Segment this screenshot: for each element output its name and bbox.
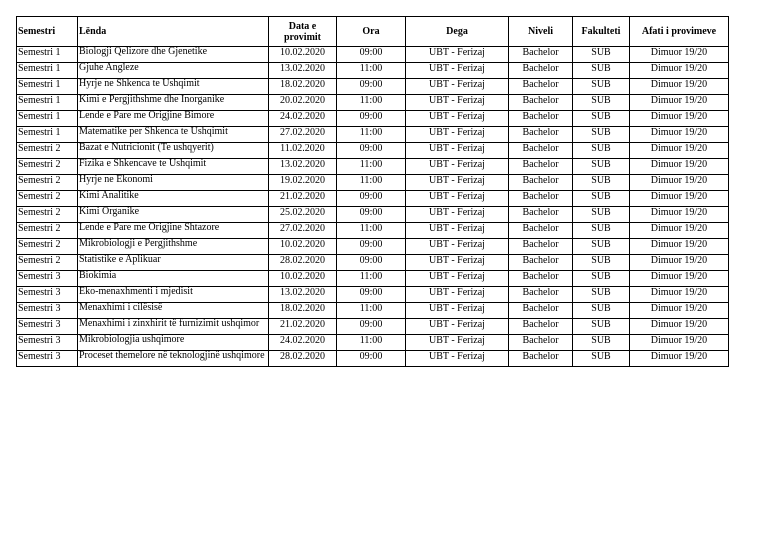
cell-subject	[78, 223, 269, 239]
cell-exam-date: 28.02.2020	[269, 255, 337, 271]
cell-time: 09:00	[337, 47, 406, 63]
cell-exam-deadline: Dimuor 19/20	[630, 143, 729, 159]
table-row	[17, 191, 729, 207]
cell-branch: UBT - Ferizaj	[406, 207, 509, 223]
cell-exam-date: 18.02.2020	[269, 79, 337, 95]
cell-subject	[78, 47, 269, 63]
cell-subject	[78, 143, 269, 159]
table-row	[17, 127, 729, 143]
cell-time: 11:00	[337, 271, 406, 287]
cell-faculty: SUB	[573, 63, 630, 79]
cell-semester: Semestri 1	[17, 127, 78, 143]
cell-subject	[78, 127, 269, 143]
cell-time: 09:00	[337, 319, 406, 335]
cell-level: Bachelor	[509, 175, 573, 191]
cell-faculty: SUB	[573, 47, 630, 63]
cell-branch: UBT - Ferizaj	[406, 239, 509, 255]
cell-level: Bachelor	[509, 239, 573, 255]
cell-level: Bachelor	[509, 287, 573, 303]
cell-exam-deadline: Dimuor 19/20	[630, 207, 729, 223]
cell-exam-date: 24.02.2020	[269, 111, 337, 127]
cell-exam-deadline: Dimuor 19/20	[630, 351, 729, 367]
cell-time: 11:00	[337, 63, 406, 79]
cell-semester: Semestri 2	[17, 159, 78, 175]
cell-semester: Semestri 2	[17, 223, 78, 239]
cell-faculty: SUB	[573, 335, 630, 351]
cell-level: Bachelor	[509, 159, 573, 175]
table-row	[17, 207, 729, 223]
cell-time: 11:00	[337, 127, 406, 143]
cell-branch: UBT - Ferizaj	[406, 79, 509, 95]
subject-text: Biologji Qelizore dhe Gjenetike	[79, 46, 208, 57]
cell-faculty: SUB	[573, 175, 630, 191]
cell-level: Bachelor	[509, 63, 573, 79]
cell-exam-deadline: Dimuor 19/20	[630, 335, 729, 351]
cell-exam-date: 10.02.2020	[269, 239, 337, 255]
table-row	[17, 79, 729, 95]
cell-exam-date: 21.02.2020	[269, 319, 337, 335]
subject-text: Matematike per Shkenca te Ushqimit	[79, 126, 228, 137]
subject-text: Biokimia	[79, 270, 117, 281]
subject-text: Statistike e Aplikuar	[79, 254, 161, 265]
cell-exam-deadline: Dimuor 19/20	[630, 175, 729, 191]
subject-text: Mikrobiologjia ushqimore	[79, 334, 185, 345]
cell-subject	[78, 319, 269, 335]
cell-level: Bachelor	[509, 223, 573, 239]
cell-time: 09:00	[337, 351, 406, 367]
cell-exam-deadline: Dimuor 19/20	[630, 95, 729, 111]
cell-exam-deadline: Dimuor 19/20	[630, 255, 729, 271]
header-subject: Lënda	[78, 17, 269, 47]
cell-exam-deadline: Dimuor 19/20	[630, 127, 729, 143]
cell-exam-deadline: Dimuor 19/20	[630, 319, 729, 335]
cell-branch: UBT - Ferizaj	[406, 255, 509, 271]
cell-exam-deadline: Dimuor 19/20	[630, 63, 729, 79]
table-row	[17, 351, 729, 367]
cell-branch: UBT - Ferizaj	[406, 335, 509, 351]
subject-text: Bazat e Nutricionit (Te ushqyerit)	[79, 142, 214, 153]
cell-exam-date: 27.02.2020	[269, 223, 337, 239]
table-row	[17, 255, 729, 271]
cell-branch: UBT - Ferizaj	[406, 111, 509, 127]
cell-exam-deadline: Dimuor 19/20	[630, 223, 729, 239]
header-semester: Semestri	[17, 17, 78, 47]
cell-branch: UBT - Ferizaj	[406, 143, 509, 159]
cell-semester: Semestri 2	[17, 239, 78, 255]
header-faculty: Fakulteti	[573, 17, 630, 47]
cell-faculty: SUB	[573, 111, 630, 127]
subject-text: Hyrje ne Shkenca te Ushqimit	[79, 78, 200, 89]
cell-exam-deadline: Dimuor 19/20	[630, 47, 729, 63]
cell-branch: UBT - Ferizaj	[406, 175, 509, 191]
cell-branch: UBT - Ferizaj	[406, 319, 509, 335]
cell-faculty: SUB	[573, 191, 630, 207]
cell-faculty: SUB	[573, 303, 630, 319]
table-row	[17, 335, 729, 351]
table-row	[17, 271, 729, 287]
header-exam-date: Data e provimit	[269, 17, 337, 47]
cell-level: Bachelor	[509, 143, 573, 159]
table-row	[17, 223, 729, 239]
cell-exam-date: 13.02.2020	[269, 159, 337, 175]
cell-exam-date: 11.02.2020	[269, 143, 337, 159]
cell-branch: UBT - Ferizaj	[406, 95, 509, 111]
cell-exam-deadline: Dimuor 19/20	[630, 111, 729, 127]
cell-subject	[78, 239, 269, 255]
cell-semester: Semestri 3	[17, 287, 78, 303]
cell-semester: Semestri 2	[17, 191, 78, 207]
cell-subject	[78, 191, 269, 207]
cell-branch: UBT - Ferizaj	[406, 191, 509, 207]
subject-text: Lende e Pare me Origjine Shtazore	[79, 222, 220, 233]
cell-level: Bachelor	[509, 111, 573, 127]
cell-level: Bachelor	[509, 303, 573, 319]
subject-text: Gjuhe Angleze	[79, 62, 139, 73]
cell-level: Bachelor	[509, 47, 573, 63]
cell-time: 09:00	[337, 191, 406, 207]
table-row	[17, 287, 729, 303]
cell-branch: UBT - Ferizaj	[406, 271, 509, 287]
cell-exam-deadline: Dimuor 19/20	[630, 239, 729, 255]
cell-exam-deadline: Dimuor 19/20	[630, 303, 729, 319]
header-exam-deadline: Afati i provimeve	[630, 17, 729, 47]
cell-semester: Semestri 2	[17, 207, 78, 223]
cell-subject	[78, 255, 269, 271]
subject-text: Eko-menaxhmenti i mjedisit	[79, 286, 193, 297]
subject-text: Menaxhimi i zinxhirit të furnizimit ushqimor	[79, 318, 260, 329]
cell-exam-deadline: Dimuor 19/20	[630, 79, 729, 95]
subject-text: Menaxhimi i cilësisë	[79, 302, 163, 313]
cell-semester: Semestri 3	[17, 271, 78, 287]
cell-semester: Semestri 1	[17, 63, 78, 79]
cell-exam-date: 18.02.2020	[269, 303, 337, 319]
cell-time: 11:00	[337, 335, 406, 351]
subject-text: Hyrje ne Ekonomi	[79, 174, 153, 185]
cell-branch: UBT - Ferizaj	[406, 351, 509, 367]
cell-level: Bachelor	[509, 335, 573, 351]
cell-exam-date: 27.02.2020	[269, 127, 337, 143]
table-header-row	[17, 17, 729, 47]
cell-subject	[78, 63, 269, 79]
cell-level: Bachelor	[509, 127, 573, 143]
cell-branch: UBT - Ferizaj	[406, 47, 509, 63]
cell-subject	[78, 79, 269, 95]
cell-exam-deadline: Dimuor 19/20	[630, 271, 729, 287]
cell-time: 09:00	[337, 79, 406, 95]
cell-time: 09:00	[337, 287, 406, 303]
cell-level: Bachelor	[509, 255, 573, 271]
cell-time: 11:00	[337, 223, 406, 239]
cell-semester: Semestri 2	[17, 175, 78, 191]
cell-exam-deadline: Dimuor 19/20	[630, 287, 729, 303]
cell-time: 09:00	[337, 143, 406, 159]
cell-exam-date: 19.02.2020	[269, 175, 337, 191]
subject-text: Fizika e Shkencave te Ushqimit	[79, 158, 207, 169]
cell-semester: Semestri 3	[17, 335, 78, 351]
cell-exam-date: 25.02.2020	[269, 207, 337, 223]
table-row	[17, 159, 729, 175]
cell-level: Bachelor	[509, 95, 573, 111]
cell-faculty: SUB	[573, 143, 630, 159]
cell-exam-date: 24.02.2020	[269, 335, 337, 351]
cell-time: 11:00	[337, 303, 406, 319]
cell-subject	[78, 303, 269, 319]
cell-branch: UBT - Ferizaj	[406, 159, 509, 175]
cell-faculty: SUB	[573, 207, 630, 223]
cell-semester: Semestri 1	[17, 111, 78, 127]
cell-exam-date: 21.02.2020	[269, 191, 337, 207]
table-row	[17, 319, 729, 335]
cell-exam-date: 13.02.2020	[269, 287, 337, 303]
cell-subject	[78, 95, 269, 111]
header-time: Ora	[337, 17, 406, 47]
cell-subject	[78, 175, 269, 191]
subject-text: Lende e Pare me Origjine Bimore	[79, 110, 215, 121]
header-level: Niveli	[509, 17, 573, 47]
cell-time: 09:00	[337, 239, 406, 255]
cell-faculty: SUB	[573, 223, 630, 239]
cell-level: Bachelor	[509, 319, 573, 335]
cell-semester: Semestri 1	[17, 95, 78, 111]
cell-exam-date: 13.02.2020	[269, 63, 337, 79]
table-row	[17, 111, 729, 127]
subject-text: Kimi Analitike	[79, 190, 139, 201]
cell-subject	[78, 335, 269, 351]
cell-faculty: SUB	[573, 127, 630, 143]
cell-faculty: SUB	[573, 287, 630, 303]
cell-faculty: SUB	[573, 271, 630, 287]
cell-subject	[78, 111, 269, 127]
cell-level: Bachelor	[509, 207, 573, 223]
cell-time: 09:00	[337, 207, 406, 223]
cell-subject	[78, 351, 269, 367]
cell-semester: Semestri 3	[17, 303, 78, 319]
table-row	[17, 47, 729, 63]
cell-faculty: SUB	[573, 255, 630, 271]
table-row	[17, 95, 729, 111]
cell-time: 11:00	[337, 159, 406, 175]
cell-branch: UBT - Ferizaj	[406, 303, 509, 319]
cell-faculty: SUB	[573, 79, 630, 95]
subject-text: Mikrobiologji e Pergjithshme	[79, 238, 198, 249]
cell-semester: Semestri 1	[17, 79, 78, 95]
cell-branch: UBT - Ferizaj	[406, 287, 509, 303]
cell-time: 09:00	[337, 111, 406, 127]
cell-semester: Semestri 2	[17, 143, 78, 159]
cell-subject	[78, 287, 269, 303]
cell-exam-date: 28.02.2020	[269, 351, 337, 367]
subject-text: Kimi Organike	[79, 206, 140, 217]
cell-faculty: SUB	[573, 319, 630, 335]
cell-semester: Semestri 3	[17, 319, 78, 335]
table-row	[17, 143, 729, 159]
cell-faculty: SUB	[573, 239, 630, 255]
cell-semester: Semestri 2	[17, 255, 78, 271]
subject-text: Proceset themelore në teknologjinë ushqimore	[79, 350, 265, 361]
table-row	[17, 175, 729, 191]
cell-exam-date: 10.02.2020	[269, 47, 337, 63]
cell-faculty: SUB	[573, 95, 630, 111]
cell-subject	[78, 271, 269, 287]
cell-branch: UBT - Ferizaj	[406, 63, 509, 79]
cell-exam-date: 10.02.2020	[269, 271, 337, 287]
cell-exam-deadline: Dimuor 19/20	[630, 159, 729, 175]
cell-time: 09:00	[337, 255, 406, 271]
table-row	[17, 303, 729, 319]
cell-level: Bachelor	[509, 271, 573, 287]
cell-level: Bachelor	[509, 79, 573, 95]
cell-faculty: SUB	[573, 351, 630, 367]
cell-semester: Semestri 1	[17, 47, 78, 63]
cell-exam-date: 20.02.2020	[269, 95, 337, 111]
cell-level: Bachelor	[509, 191, 573, 207]
cell-subject	[78, 207, 269, 223]
cell-time: 11:00	[337, 95, 406, 111]
cell-branch: UBT - Ferizaj	[406, 223, 509, 239]
cell-semester: Semestri 3	[17, 351, 78, 367]
cell-subject	[78, 159, 269, 175]
cell-exam-deadline: Dimuor 19/20	[630, 191, 729, 207]
cell-time: 11:00	[337, 175, 406, 191]
cell-level: Bachelor	[509, 351, 573, 367]
exam-schedule-table	[16, 16, 729, 367]
table-body	[17, 47, 729, 367]
table-row	[17, 239, 729, 255]
cell-faculty: SUB	[573, 159, 630, 175]
subject-text: Kimi e Pergjithshme dhe Inorganike	[79, 94, 225, 105]
header-branch: Dega	[406, 17, 509, 47]
table-row	[17, 63, 729, 79]
cell-branch: UBT - Ferizaj	[406, 127, 509, 143]
